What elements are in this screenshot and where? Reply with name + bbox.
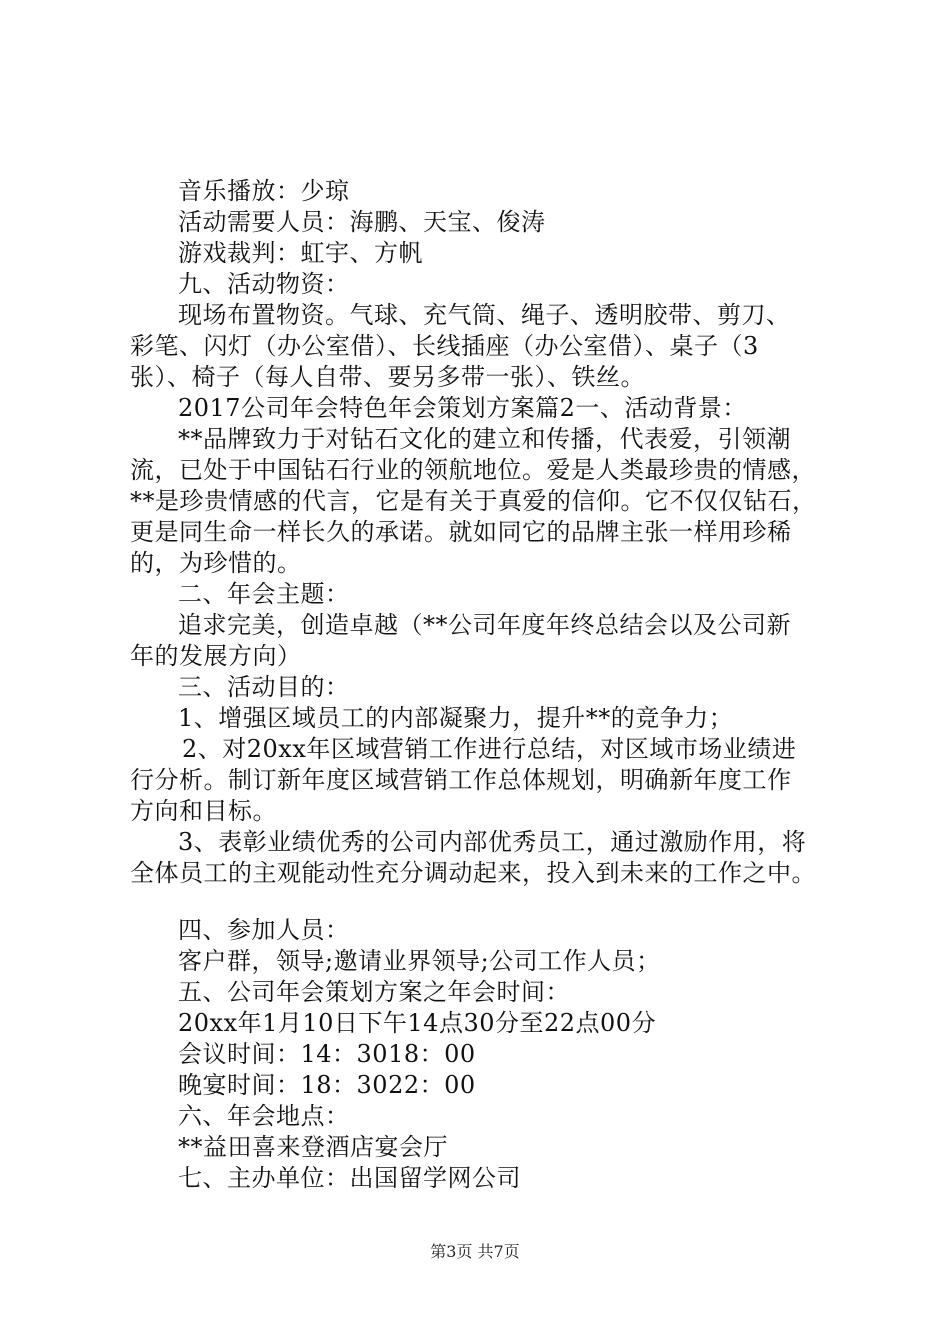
- text-line: 活动需要人员：海鹏、天宝、俊涛: [178, 208, 546, 236]
- text-line: 游戏裁判：虹宇、方帆: [178, 239, 423, 267]
- text-line: 行分析。制订新年度区域营销工作总体规划，明确新年度工作: [130, 766, 792, 794]
- section-heading: 二、年会主题：: [178, 580, 350, 608]
- text-line: 更是同生命一样长久的承诺。就如同它的品牌主张一样用珍稀: [130, 518, 792, 546]
- text-line: 20xx年1月10日下午14点30分至22点00分: [178, 1009, 657, 1037]
- page-number-footer: 第3页 共7页: [430, 1242, 520, 1261]
- text-line: **是珍贵情感的代言，它是有关于真爱的信仰。它不仅仅钻石，: [130, 487, 817, 515]
- text-line: 2、对20xx年区域营销工作进行总结，对区域市场业绩进: [182, 735, 797, 763]
- text-line: 客户群，领导;邀请业界领导;公司工作人员；: [178, 947, 661, 975]
- section-heading: 四、参加人员：: [178, 916, 350, 944]
- section-heading: 七、主办单位：出国留学网公司: [178, 1164, 521, 1192]
- text-line: 3、表彰业绩优秀的公司内部优秀员工，通过激励作用，将: [178, 828, 807, 856]
- text-line: 方向和目标。: [130, 797, 277, 825]
- text-line: 会议时间：14：3018：00: [178, 1040, 476, 1068]
- text-line: **益田喜来登酒店宴会厅: [178, 1133, 448, 1161]
- text-line: 彩笔、闪灯（办公室借）、长线插座（办公室借）、桌子（3: [130, 332, 759, 360]
- text-line: 流，已处于中国钻石行业的领航地位。爱是人类最珍贵的情感，: [130, 456, 816, 484]
- section-heading: 六、年会地点：: [178, 1102, 350, 1130]
- section-heading: 九、活动物资：: [178, 270, 350, 298]
- text-line: 年的发展方向）: [130, 642, 302, 670]
- text-line: 的，为珍惜的。: [130, 549, 302, 577]
- text-line: 2017公司年会特色年会策划方案篇2一、活动背景：: [178, 394, 747, 422]
- text-line: 全体员工的主观能动性充分调动起来，投入到未来的工作之中。: [130, 859, 816, 887]
- text-line: 1、增强区域员工的内部凝聚力，提升**的竞争力；: [178, 704, 734, 732]
- text-line: 晚宴时间：18：3022：00: [178, 1071, 476, 1099]
- text-line: 音乐播放：少琼: [178, 177, 350, 205]
- section-heading: 五、公司年会策划方案之年会时间：: [178, 978, 570, 1006]
- text-line: 现场布置物资。气球、充气筒、绳子、透明胶带、剪刀、: [178, 301, 791, 329]
- text-line: 追求完美，创造卓越（**公司年度年终总结会以及公司新: [178, 611, 791, 639]
- text-line: **品牌致力于对钻石文化的建立和传播，代表爱，引领潮: [178, 425, 791, 453]
- section-heading: 三、活动目的：: [178, 673, 350, 701]
- text-line: 张）、椅子（每人自带、要另多带一张）、铁丝。: [130, 363, 645, 391]
